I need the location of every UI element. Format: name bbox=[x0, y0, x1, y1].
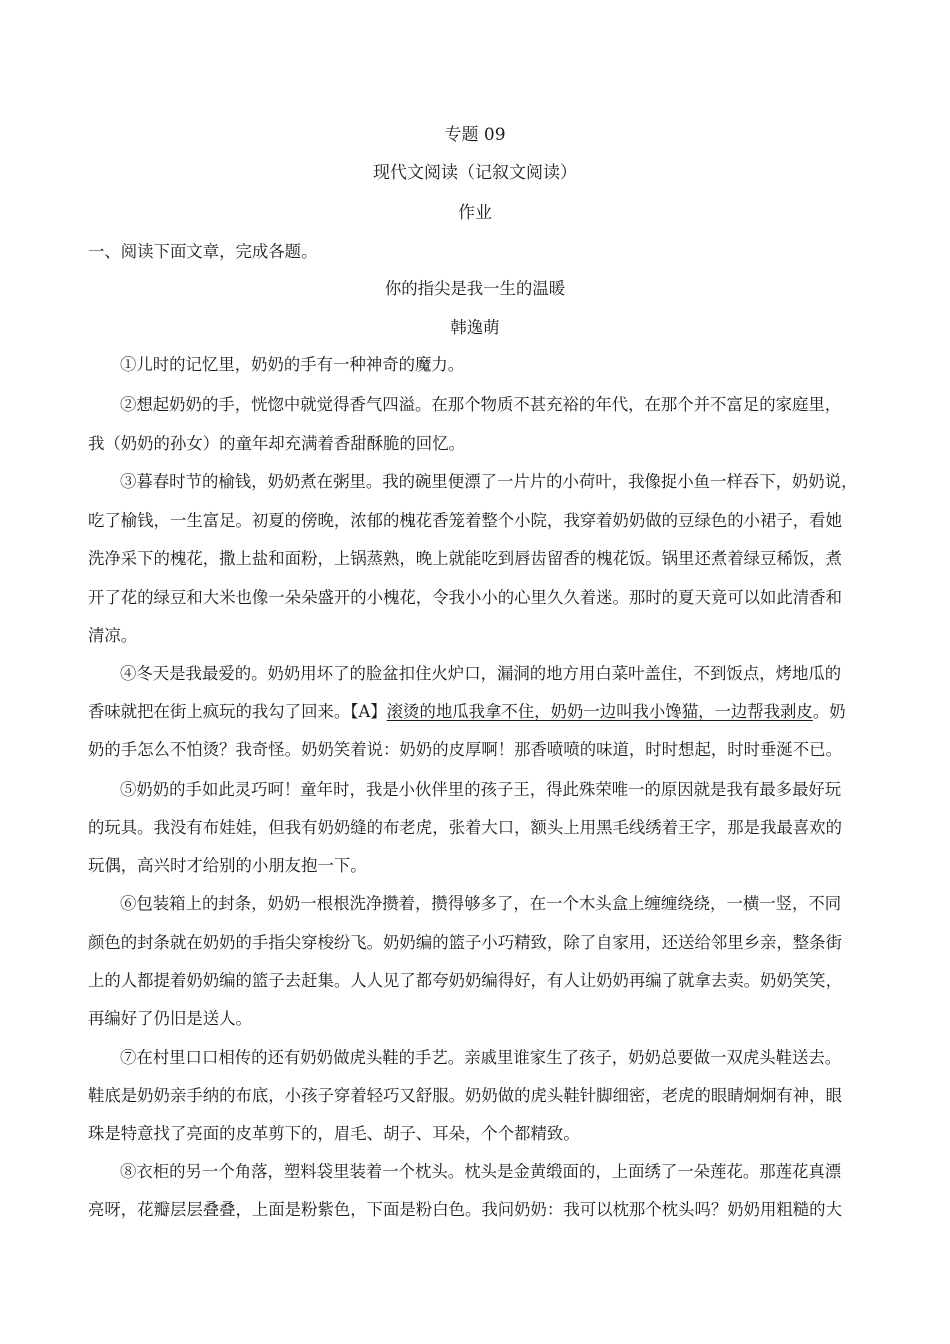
paragraph-line: ⑤奶奶的手如此灵巧呵！童年时，我是小伙伴里的孩子王，得此殊荣唯一的原因就是我有最多最好玩 bbox=[120, 780, 842, 799]
line-text: 。奶 bbox=[812, 702, 846, 721]
paragraph-line: ⑦在村里口口相传的还有奶奶做虎头鞋的手艺。亲戚里谁家生了孩子，奶奶总要做一双虎头鞋送去。 bbox=[120, 1048, 842, 1067]
paragraph-line: 奶的手怎么不怕烫？我奇怪。奶奶笑着说：奶奶的皮厚啊！那香喷喷的味道，时时想起，时时垂涎不已。 bbox=[88, 740, 842, 759]
paragraph-line: 亮呀，花瓣层层叠叠，上面是粉紫色，下面是粉白色。我问奶奶：我可以枕那个枕头吗？奶奶用粗糙的大 bbox=[88, 1200, 842, 1219]
paragraph-line: 再编好了仍旧是送人。 bbox=[88, 1009, 252, 1028]
paragraph-line: 的玩具。我没有布娃娃，但我有奶奶缝的布老虎，张着大口，额头上用黑毛线绣着王字，那是我最喜欢的 bbox=[88, 818, 842, 837]
paragraph-line: ⑥包装箱上的封条，奶奶一根根洗净攒着，攒得够多了，在一个木头盒上缠缠绕绕，一横一竖，不同 bbox=[120, 894, 842, 913]
paragraph-line: ④冬天是我最爱的。奶奶用坏了的脸盆扣住火炉口，漏洞的地方用白菜叶盖住，不到饭点，烤地瓜的 bbox=[120, 664, 842, 683]
paragraph-line: 吃了榆钱，一生富足。初夏的傍晚，浓郁的槐花香笼着整个小院，我穿着奶奶做的豆绿色的小裙子，看她 bbox=[88, 511, 842, 530]
paragraph-line: 我（奶奶的孙女）的童年却充满着香甜酥脆的回忆。 bbox=[88, 434, 465, 453]
paragraph-line: 玩偶，高兴时才给别的小朋友抱一下。 bbox=[88, 856, 367, 875]
paragraph-line: 珠是特意找了亮面的皮革剪下的，眉毛、胡子、耳朵，个个都精致。 bbox=[88, 1124, 580, 1143]
assignment-label: 作业 bbox=[458, 203, 492, 223]
underlined-sentence-a: 滚烫的地瓜我拿不住，奶奶一边叫我小馋猫，一边帮我剥皮 bbox=[386, 702, 813, 721]
paragraph-line: ⑧衣柜的另一个角落，塑料袋里装着一个枕头。枕头是金黄缎面的，上面绣了一朵莲花。那莲花真漂 bbox=[120, 1162, 842, 1181]
paragraph-line: 开了花的绿豆和大米也像一朵朵盛开的小槐花，令我小小的心里久久着迷。那时的夏天竟可以如此清香和 bbox=[88, 588, 842, 607]
paragraph-line: 上的人都提着奶奶编的篮子去赶集。人人见了都夸奶奶编得好，有人让奶奶再编了就拿去卖。奶奶笑笑， bbox=[88, 971, 842, 990]
subtitle-heading: 现代文阅读（记叙文阅读） bbox=[373, 163, 577, 183]
article-author: 韩逸萌 bbox=[450, 318, 500, 337]
paragraph-line: 洗净采下的槐花，撒上盐和面粉，上锅蒸熟，晚上就能吃到唇齿留香的槐花饭。锅里还煮着绿豆稀饭，煮 bbox=[88, 549, 842, 568]
line-text: 香味就把在街上疯玩的我勾了回来。【A】 bbox=[88, 702, 387, 721]
paragraph-line: 颜色的封条就在奶奶的手指尖穿梭纷飞。奶奶编的篮子小巧精致，除了自家用，还送给邻里乡亲，整条街 bbox=[88, 933, 842, 952]
article-title: 你的指尖是我一生的温暖 bbox=[384, 279, 566, 298]
paragraph-line: 鞋底是奶奶亲手纳的布底，小孩子穿着轻巧又舒服。奶奶做的虎头鞋针脚细密，老虎的眼睛炯炯有神，眼 bbox=[88, 1086, 842, 1105]
paragraph-line: ③暮春时节的榆钱，奶奶煮在粥里。我的碗里便漂了一片片的小荷叶，我像捉小鱼一样吞下，奶奶说， bbox=[120, 472, 858, 491]
paragraph-line: 清凉。 bbox=[88, 626, 138, 645]
paragraph-line-with-underline bbox=[88, 698, 846, 722]
section-heading: 一、阅读下面文章，完成各题。 bbox=[88, 242, 318, 261]
paragraph-line: ①儿时的记忆里，奶奶的手有一种神奇的魔力。 bbox=[120, 355, 465, 374]
paragraph-line: ②想起奶奶的手，恍惚中就觉得香气四溢。在那个物质不甚充裕的年代，在那个并不富足的家庭里， bbox=[120, 395, 842, 414]
topic-heading: 专题 09 bbox=[444, 125, 506, 145]
